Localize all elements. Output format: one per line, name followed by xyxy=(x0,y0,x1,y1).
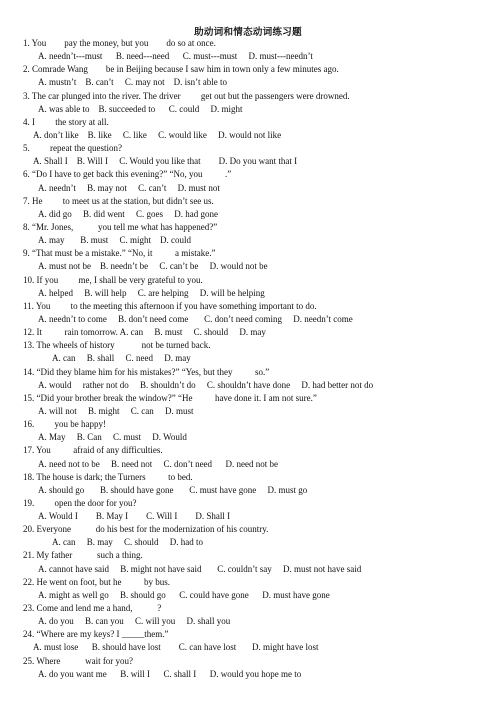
options-line: A. did go B. did went C. goes D. had gone xyxy=(38,208,218,219)
options-line: A. was able to B. succeeded to C. could D. might xyxy=(38,103,243,114)
question-line: 12. It rain tomorrow. A. can B. must C. should D. may xyxy=(23,327,266,338)
question-list xyxy=(0,37,496,681)
question-line: 21. My father such a thing. xyxy=(23,550,143,561)
question-line: 19. open the door for you? xyxy=(23,497,137,508)
options-line: A. need not to be B. need not C. don’t need D. need not be xyxy=(38,458,279,469)
question-line: 11. You to the meeting this afternoon if you have something important to do. xyxy=(23,300,317,311)
question-line: 6. “Do I have to get back this evening?” “No, you .” xyxy=(23,169,232,180)
options-line: A. cannot have said B. might not have said C. couldn’t say D. must not have said xyxy=(38,563,362,574)
worksheet-title: 助动词和情态动词练习题 xyxy=(194,27,302,38)
question-line: 10. If you me, I shall be very grateful to you. xyxy=(23,274,203,285)
options-line: A. needn’t to come B. don’t need come C. don’t need coming D. needn’t come xyxy=(38,313,353,324)
question-line: 18. The house is dark; the Turners to bed. xyxy=(23,471,193,482)
question-line: 8. “Mr. Jones, you tell me what has happened?” xyxy=(23,221,218,232)
options-line: A. must not be B. needn’t be C. can’t be D. would not be xyxy=(38,261,268,272)
options-line: A. do you want me B. will I C. shall I D. would you hope me to xyxy=(38,668,302,679)
question-line: 9. “That must be a mistake.” “No, it a mistake.” xyxy=(23,248,216,259)
options-line: A. will not B. might C. can D. must xyxy=(38,405,194,416)
question-line: 15. “Did your brother break the window?” “He have done it. I am not sure.” xyxy=(23,392,317,403)
question-line: 23. Come and lend me a hand, ? xyxy=(23,603,162,614)
question-line: 1. You pay the money, but you do so at once. xyxy=(23,38,216,48)
options-line: A. Would I B. May I C. Will I D. Shall I xyxy=(38,511,231,522)
options-line: A. must lose B. should have lost C. can have lost D. might have lost xyxy=(33,642,319,653)
options-line: A. do you B. can you C. will you D. shall you xyxy=(38,616,231,627)
options-line: A. May B. Can C. must D. Would xyxy=(38,432,187,443)
question-line: 14. “Did they blame him for his mistakes?” “Yes, but they so.” xyxy=(23,366,270,377)
options-line: A. can B. shall C. need D. may xyxy=(52,353,191,364)
options-line: A. should go B. should have gone C. must have gone D. must go xyxy=(38,484,308,495)
options-line: A. would rather not do B. shouldn’t do C. shouldn’t have done D. had better not do xyxy=(38,379,374,390)
options-line: A. don’t like B. like C. like C. would like D. would not like xyxy=(33,129,282,140)
options-line: A. Shall I B. Will I C. Would you like that D. Do you want that I xyxy=(33,156,298,167)
options-line: A. helped B. will help C. are helping D. will be helping xyxy=(38,287,265,298)
question-line: 20. Everyone do his best for the modernization of his country. xyxy=(23,524,269,535)
question-line: 16. you be happy! xyxy=(23,419,106,430)
question-line: 22. He went on foot, but he by bus. xyxy=(23,576,170,587)
options-line: A. might as well go B. should go C. could have gone D. must have gone xyxy=(38,589,330,600)
question-line: 2. Comrade Wang be in Beijing because I saw him in town only a few minutes ago. xyxy=(23,64,339,75)
question-line: 4. I the story at all. xyxy=(23,116,109,127)
question-line: 5. repeat the question? xyxy=(23,143,122,154)
options-line: A. needn’t B. may not C. can’t D. must not xyxy=(38,182,220,193)
question-line: 3. The car plunged into the river. The driver get out but the passengers were drowned. xyxy=(23,90,350,101)
question-line: 24. “Where are my keys? I _____them.” xyxy=(23,629,169,640)
options-line: A. may B. must C. might D. could xyxy=(38,235,191,246)
options-line: A. can B. may C. should D. had to xyxy=(52,537,203,548)
question-line: 17. You afraid of any difficulties. xyxy=(23,445,163,456)
options-line: A. needn’t---must B. need---need C. must---must D. must---needn’t xyxy=(38,51,313,62)
question-line: 13. The wheels of history not be turned back. xyxy=(23,340,211,351)
question-line: 25. Where wait for you? xyxy=(23,655,134,666)
question-line: 7. He to meet us at the station, but didn’t see us. xyxy=(23,195,214,206)
options-line: A. mustn’t B. can’t C. may not D. isn’t able to xyxy=(38,77,227,88)
